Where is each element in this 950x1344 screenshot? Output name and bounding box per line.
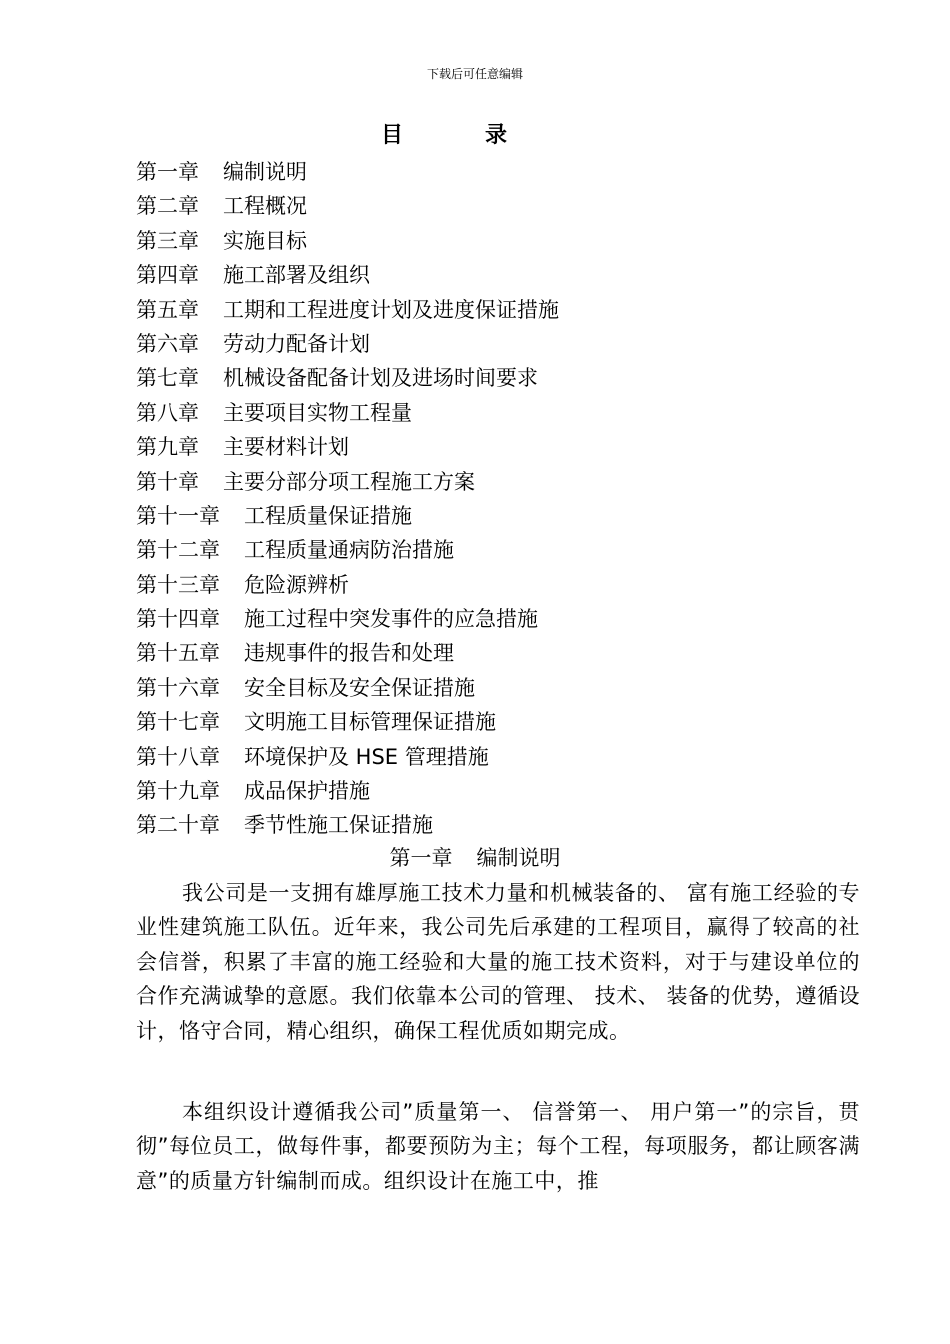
toc-item-title: 主要分部分项工程施工方案 <box>223 469 475 494</box>
toc-item-number: 第十九章 <box>136 779 220 804</box>
section-heading <box>0 842 950 874</box>
toc-item <box>136 155 559 189</box>
toc-item-title: 环境保护及 HSE 管理措施 <box>244 744 489 769</box>
toc-item <box>136 568 559 602</box>
toc-item-number: 第一章 <box>136 160 199 184</box>
toc-item <box>136 671 559 705</box>
toc-item-title: 主要材料计划 <box>223 435 349 460</box>
toc-item <box>136 808 559 842</box>
toc-item-number: 第十四章 <box>136 607 220 632</box>
toc-item-title: 文明施工目标管理保证措施 <box>244 710 496 735</box>
header-note: 下载后可任意编辑 <box>426 67 523 81</box>
toc-item <box>136 465 559 499</box>
toc-item <box>136 740 559 774</box>
toc-item <box>136 774 559 808</box>
toc-item <box>136 327 559 361</box>
body-paragraph: 本组织设计遵循我公司”质量第一、 信誉第一、 用户第一”的宗旨，贯彻”每位员工，做每件事，都要预防为主；每个工程，每项服务，都让顾客满意”的质量方针编制而成。组织设计在施工中，推 <box>136 1100 860 1193</box>
toc-item <box>136 224 559 258</box>
toc-item-title: 劳动力配备计划 <box>223 331 370 356</box>
toc-item <box>136 499 559 533</box>
toc-item-title: 季节性施工保证措施 <box>244 813 433 838</box>
toc-item-number: 第十二章 <box>136 538 220 563</box>
toc-item-number: 第十七章 <box>136 710 220 735</box>
toc-item-number: 第三章 <box>136 228 199 253</box>
toc-item <box>136 258 559 292</box>
toc-item-number: 第十一章 <box>136 503 220 528</box>
toc-item-title: 施工部署及组织 <box>223 263 370 288</box>
toc-item-number: 第十五章 <box>136 641 220 666</box>
toc-item <box>136 189 559 223</box>
toc-item <box>136 430 559 464</box>
toc-item-number: 第十六章 <box>136 675 220 700</box>
toc-item-number: 第十章 <box>136 469 199 494</box>
toc-item-title: 实施目标 <box>223 228 307 253</box>
toc-item-number: 第二十章 <box>136 813 220 838</box>
toc-item-title: 危险源辨析 <box>244 572 349 597</box>
toc-item-number: 第二章 <box>136 194 199 219</box>
toc-item-number: 第十八章 <box>136 744 220 769</box>
toc-item <box>136 361 559 395</box>
toc-item <box>136 602 559 636</box>
toc-item-title: 工期和工程进度计划及进度保证措施 <box>223 297 559 322</box>
toc-item-number: 第六章 <box>136 331 199 356</box>
toc-title: 目录 <box>380 123 589 148</box>
toc-item <box>136 396 559 430</box>
toc-item-number: 第四章 <box>136 263 199 288</box>
toc-item <box>136 533 559 567</box>
toc-item <box>136 705 559 739</box>
toc-item-title: 成品保护措施 <box>244 779 370 804</box>
toc-item-title: 工程质量保证措施 <box>244 503 412 528</box>
toc-item-title: 编制说明 <box>223 160 307 184</box>
toc-item-title: 机械设备配备计划及进场时间要求 <box>223 366 538 391</box>
toc-item-title: 违规事件的报告和处理 <box>244 641 454 666</box>
toc-item-title: 施工过程中突发事件的应急措施 <box>244 607 538 632</box>
toc-item-number: 第八章 <box>136 400 199 425</box>
toc-item <box>136 293 559 327</box>
toc-item-title: 主要项目实物工程量 <box>223 400 412 425</box>
toc-item-number: 第九章 <box>136 435 199 460</box>
toc-item-number: 第十三章 <box>136 572 220 597</box>
section-number: 第一章 <box>389 846 453 870</box>
toc-item-title: 工程概况 <box>223 194 307 219</box>
toc-item-number: 第七章 <box>136 366 199 391</box>
toc-item <box>136 636 559 670</box>
body-paragraph: 我公司是一支拥有雄厚施工技术力量和机械装备的、 富有施工经验的专业性建筑施工队伍。近年来，我公司先后承建的工程项目，赢得了较高的社会信誉，积累了丰富的施工经验和大量的施工技术资料，对于与建设单位的合作充满诚挚的意愿。我们依靠本公司的管理、 技术、 装备的优势，遵循设计，恪守合同，精心组织，确保工程优质如期完成。 <box>136 881 860 1043</box>
toc-item-number: 第五章 <box>136 297 199 322</box>
table-of-contents <box>136 155 559 843</box>
toc-item-title: 安全目标及安全保证措施 <box>244 675 475 700</box>
toc-item-title: 工程质量通病防治措施 <box>244 538 454 563</box>
section-title: 编制说明 <box>476 846 561 870</box>
